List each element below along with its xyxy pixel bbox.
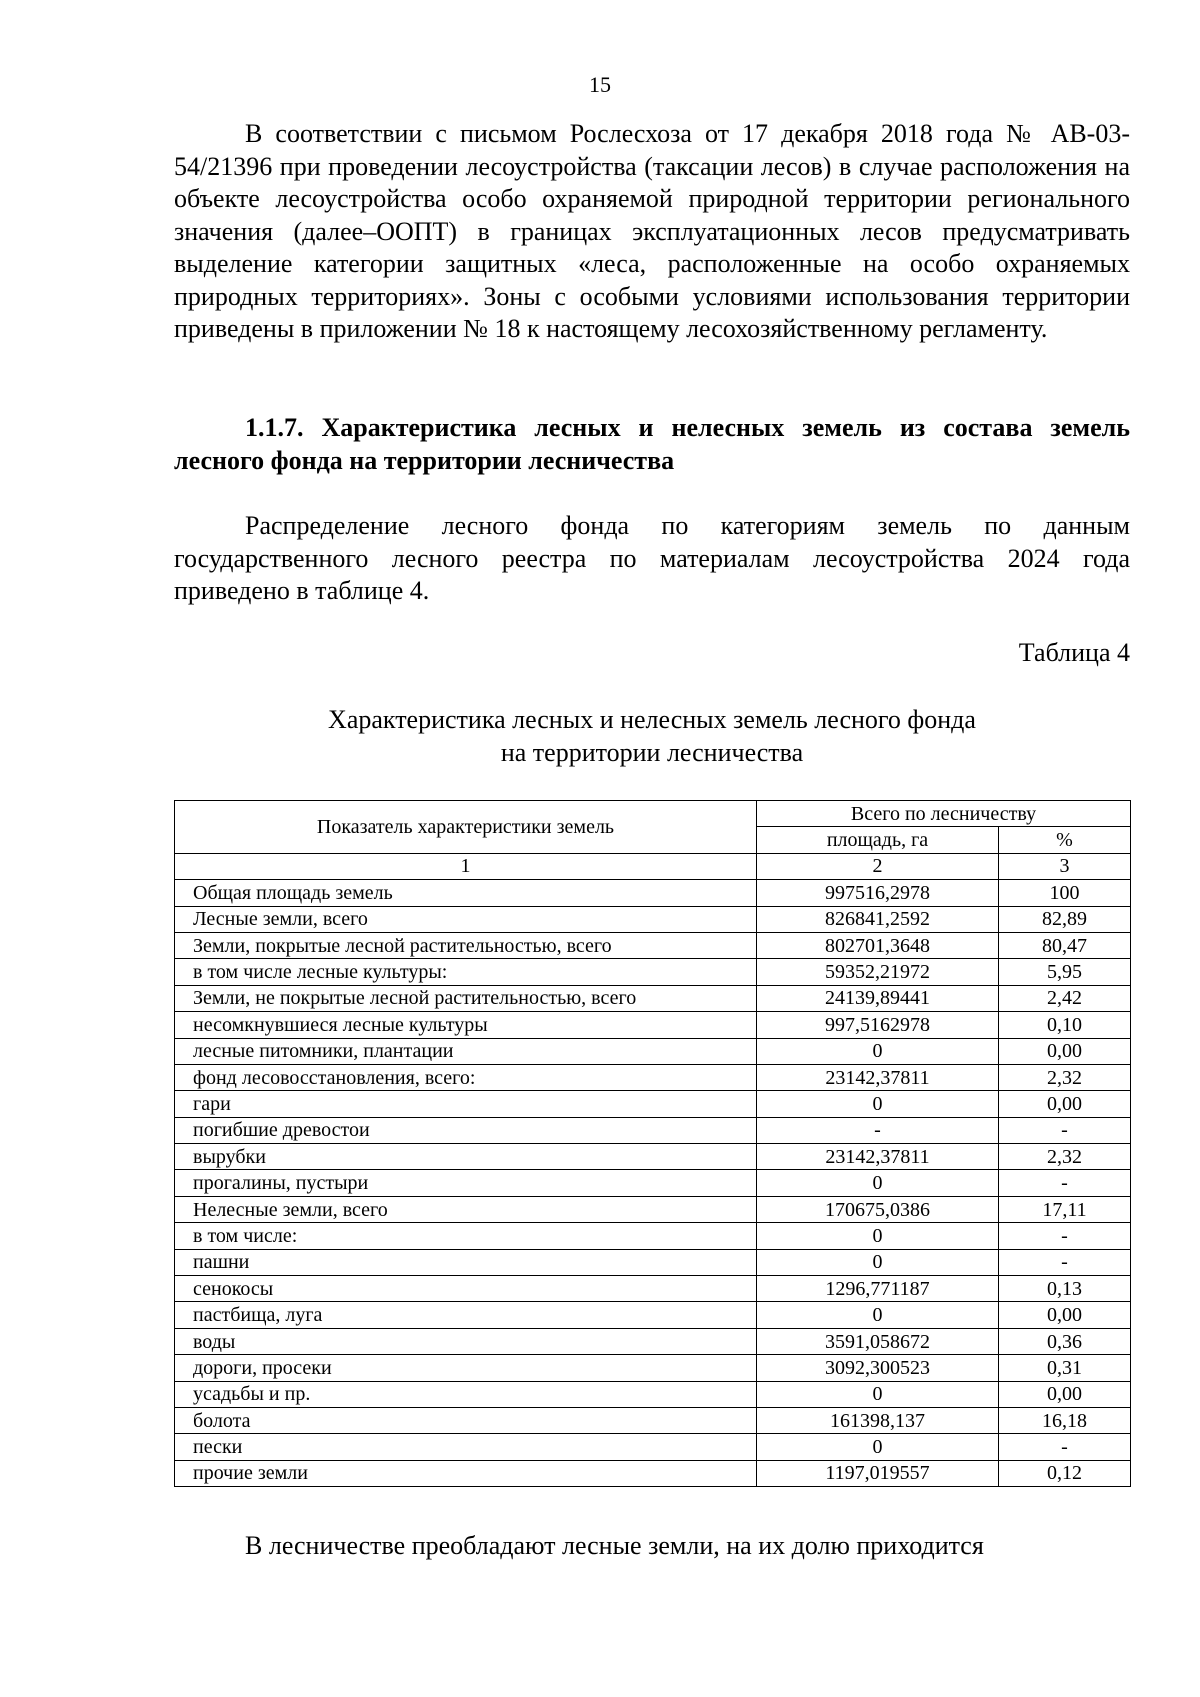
row-percent-cell: 5,95 — [999, 959, 1131, 985]
row-percent-cell: - — [999, 1170, 1131, 1196]
table-row — [175, 1064, 1131, 1090]
section-heading-text: 1.1.7. Характеристика лесных и нелесных земель из состава земель лесного фонда на территории лесничества — [174, 413, 1130, 475]
row-percent-cell: 0,00 — [999, 1038, 1131, 1064]
row-percent-cell: 0,00 — [999, 1091, 1131, 1117]
row-name-cell: Общая площадь земель — [175, 880, 757, 906]
row-name-cell: лесные питомники, плантации — [175, 1038, 757, 1064]
row-area-cell: 1197,019557 — [757, 1460, 999, 1486]
row-percent-cell: - — [999, 1249, 1131, 1275]
row-percent-cell: 82,89 — [999, 906, 1131, 932]
row-name-cell: Лесные земли, всего — [175, 906, 757, 932]
row-percent-cell: 80,47 — [999, 932, 1131, 958]
row-name-cell: пашни — [175, 1249, 757, 1275]
section-heading — [174, 412, 1130, 477]
row-area-cell: 0 — [757, 1302, 999, 1328]
table-row — [175, 1012, 1131, 1038]
row-name-cell: Земли, не покрытые лесной растительностью, всего — [175, 985, 757, 1011]
row-name-cell: воды — [175, 1328, 757, 1354]
row-percent-cell: 0,13 — [999, 1276, 1131, 1302]
row-name-cell: в том числе: — [175, 1223, 757, 1249]
table-row — [175, 1302, 1131, 1328]
row-percent-cell: 0,10 — [999, 1012, 1131, 1038]
row-name-cell: погибшие древостои — [175, 1117, 757, 1143]
row-percent-cell: 0,00 — [999, 1381, 1131, 1407]
table-row — [175, 1249, 1131, 1275]
table-title — [174, 704, 1130, 769]
table-row — [175, 1434, 1131, 1460]
row-percent-cell: 2,32 — [999, 1064, 1131, 1090]
row-name-cell: пески — [175, 1434, 757, 1460]
paragraph-ootp-text: В соответствии с письмом Рослесхоза от 17 декабря 2018 года № АВ-03-54/21396 при проведении лесоустройства (таксации лесов) в случае расположения на объекте лесоустройства особо охраняемой природной территории регионального значения (далее–ООПТ) в границах эксплуатационных лесов предусматривать выделение категории защитных «леса, расположенные на особо охраняемых природных территориях». Зоны с особыми условиями использования территории приведены в приложении № 18 к настоящему лесохозяйственному регламенту. — [174, 119, 1130, 343]
row-percent-cell: 17,11 — [999, 1196, 1131, 1222]
row-area-cell: 23142,37811 — [757, 1144, 999, 1170]
row-percent-cell: 0,12 — [999, 1460, 1131, 1486]
page-number: 15 — [589, 72, 611, 97]
table-label: Таблица 4 — [1018, 638, 1130, 667]
row-area-cell: 802701,3648 — [757, 932, 999, 958]
table-row — [175, 1091, 1131, 1117]
row-name-cell: усадьбы и пр. — [175, 1381, 757, 1407]
table-row — [175, 906, 1131, 932]
table-body — [175, 880, 1131, 1487]
column-number: 2 — [757, 853, 999, 879]
row-area-cell: 1296,771187 — [757, 1276, 999, 1302]
row-name-cell: дороги, просеки — [175, 1355, 757, 1381]
row-area-cell: 0 — [757, 1381, 999, 1407]
column-number: 1 — [175, 853, 757, 879]
table-row — [175, 1355, 1131, 1381]
row-area-cell: 0 — [757, 1091, 999, 1117]
row-area-cell: 997,5162978 — [757, 1012, 999, 1038]
row-percent-cell: 0,36 — [999, 1328, 1131, 1354]
row-area-cell: 161398,137 — [757, 1407, 999, 1433]
row-area-cell: 170675,0386 — [757, 1196, 999, 1222]
row-name-cell: прочие земли — [175, 1460, 757, 1486]
row-name-cell: болота — [175, 1407, 757, 1433]
row-area-cell: 3591,058672 — [757, 1328, 999, 1354]
row-percent-cell: 2,42 — [999, 985, 1131, 1011]
row-name-cell: несомкнувшиеся лесные культуры — [175, 1012, 757, 1038]
row-name-cell: прогалины, пустыри — [175, 1170, 757, 1196]
row-area-cell: 59352,21972 — [757, 959, 999, 985]
paragraph-distribution — [174, 510, 1130, 608]
row-name-cell: в том числе лесные культуры: — [175, 959, 757, 985]
paragraph-conclusion-text: В лесничестве преобладают лесные земли, на их долю приходится — [245, 1531, 984, 1560]
table-row — [175, 1196, 1131, 1222]
row-name-cell: гари — [175, 1091, 757, 1117]
row-area-cell: 24139,89441 — [757, 985, 999, 1011]
table-row — [175, 1460, 1131, 1486]
table-row — [175, 1407, 1131, 1433]
land-characteristics-table — [174, 800, 1131, 1487]
table-row — [175, 1144, 1131, 1170]
table-title-line2: на территории лесничества — [500, 737, 804, 767]
row-name-cell: пастбища, луга — [175, 1302, 757, 1328]
header-percent: % — [999, 827, 1131, 853]
row-name-cell: вырубки — [175, 1144, 757, 1170]
row-percent-cell: 0,31 — [999, 1355, 1131, 1381]
row-percent-cell: - — [999, 1117, 1131, 1143]
row-area-cell: 0 — [757, 1038, 999, 1064]
table-row — [175, 1038, 1131, 1064]
row-percent-cell: 0,00 — [999, 1302, 1131, 1328]
table-row — [175, 880, 1131, 906]
paragraph-distribution-text: Распределение лесного фонда по категориям земель по данным государственного лесного реестра по материалам лесоустройства 2024 года приведено в таблице 4. — [174, 511, 1130, 605]
table-title-line1: Характеристика лесных и нелесных земель лесного фонда — [328, 705, 976, 734]
table-row — [175, 1328, 1131, 1354]
table-row — [175, 1170, 1131, 1196]
row-percent-cell: - — [999, 1223, 1131, 1249]
table-row — [175, 1117, 1131, 1143]
paragraph-conclusion — [174, 1530, 1130, 1563]
row-area-cell: 826841,2592 — [757, 906, 999, 932]
header-area: площадь, га — [757, 827, 999, 853]
table-row — [175, 985, 1131, 1011]
row-area-cell: 0 — [757, 1223, 999, 1249]
row-area-cell: 3092,300523 — [757, 1355, 999, 1381]
row-percent-cell: 100 — [999, 880, 1131, 906]
row-name-cell: фонд лесовосстановления, всего: — [175, 1064, 757, 1090]
table-row — [175, 1223, 1131, 1249]
paragraph-ootp — [174, 118, 1130, 346]
row-name-cell: Земли, покрытые лесной растительностью, всего — [175, 932, 757, 958]
row-area-cell: - — [757, 1117, 999, 1143]
row-area-cell: 0 — [757, 1434, 999, 1460]
row-percent-cell: - — [999, 1434, 1131, 1460]
header-indicator: Показатель характеристики земель — [175, 801, 757, 854]
table-row — [175, 1276, 1131, 1302]
row-name-cell: сенокосы — [175, 1276, 757, 1302]
row-percent-cell: 2,32 — [999, 1144, 1131, 1170]
row-area-cell: 997516,2978 — [757, 880, 999, 906]
row-area-cell: 0 — [757, 1170, 999, 1196]
row-area-cell: 0 — [757, 1249, 999, 1275]
table-row — [175, 1381, 1131, 1407]
row-percent-cell: 16,18 — [999, 1407, 1131, 1433]
row-area-cell: 23142,37811 — [757, 1064, 999, 1090]
table-row — [175, 959, 1131, 985]
row-name-cell: Нелесные земли, всего — [175, 1196, 757, 1222]
header-total: Всего по лесничеству — [757, 801, 1131, 827]
table-row — [175, 932, 1131, 958]
column-number: 3 — [999, 853, 1131, 879]
